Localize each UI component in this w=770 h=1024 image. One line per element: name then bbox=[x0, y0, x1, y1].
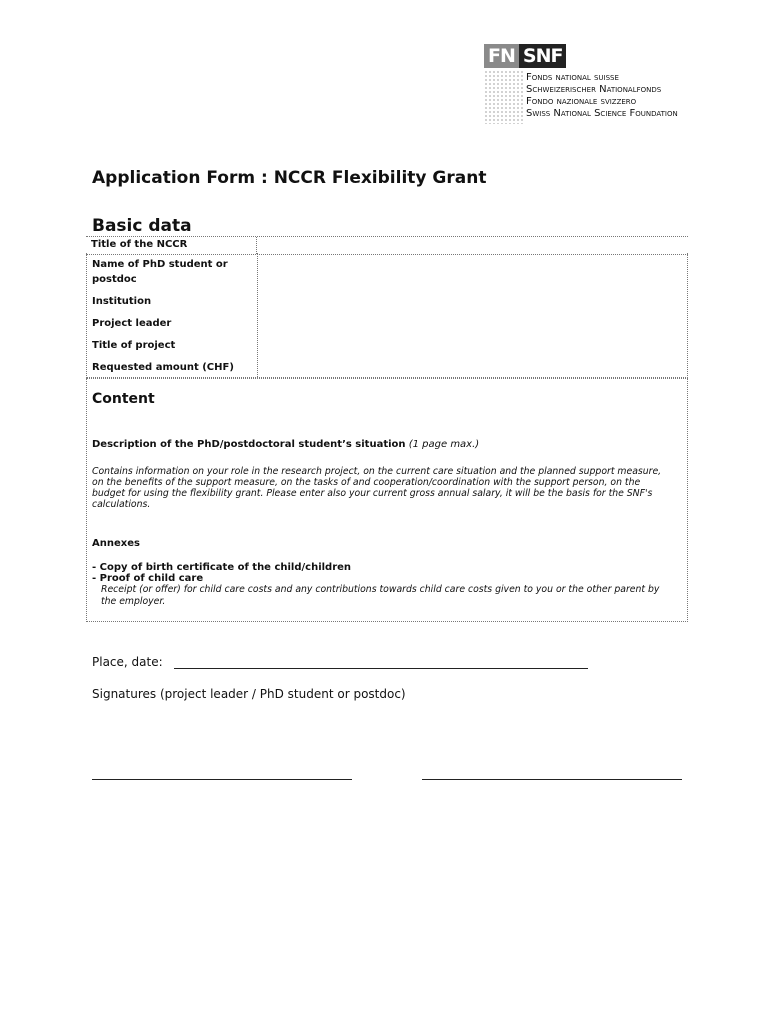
basic-data-heading: Basic data bbox=[92, 216, 192, 236]
logo-mark-fn: FN bbox=[484, 44, 519, 68]
basic-fields-input-area[interactable] bbox=[258, 253, 686, 377]
annexes-heading: Annexes bbox=[92, 538, 140, 549]
description-title: Description of the PhD/postdoctoral student’s situation bbox=[92, 439, 406, 450]
description-hint: (1 page max.) bbox=[408, 439, 480, 450]
content-section bbox=[86, 378, 688, 622]
project-leader-label: Project leader bbox=[92, 318, 172, 329]
logo-mark-snf: SNF bbox=[519, 44, 567, 68]
annex-item: - Proof of child care bbox=[92, 573, 204, 584]
form-title: Application Form : NCCR Flexibility Grant bbox=[92, 168, 487, 188]
content-heading: Content bbox=[92, 391, 155, 407]
nccr-title-label: Title of the NCCR bbox=[91, 239, 188, 250]
place-date-line[interactable] bbox=[174, 668, 588, 669]
snf-logo bbox=[484, 44, 724, 126]
logo-line: Schweizerischer Nationalfonds bbox=[526, 84, 662, 95]
place-date-label: Place, date: bbox=[92, 655, 163, 669]
description-body: Contains information on your role in the research project, on the current care situation and the planned support measure, on the benefits of the support measure, on the tasks of and cooperation/coordination with the support person, on the budget for using the flexibility grant. Please enter also your current gross annual salary, it will be the basis for the SNF's calculations. bbox=[92, 466, 662, 510]
logo-line: Fonds national suisse bbox=[526, 72, 619, 83]
requested-amount-label: Requested amount (CHF) bbox=[92, 362, 234, 373]
description-heading bbox=[92, 439, 479, 450]
annex-note: Receipt (or offer) for child care costs and any contributions towards child care costs given to you or the other parent by the employer. bbox=[101, 584, 660, 607]
annex-item: - Copy of birth certificate of the child/children bbox=[92, 562, 352, 573]
basic-fields-row bbox=[86, 253, 688, 378]
logo-mark bbox=[484, 44, 574, 68]
logo-dot-pattern bbox=[484, 70, 524, 124]
signature-line-project-leader[interactable] bbox=[92, 779, 352, 780]
phd-name-label: Name of PhD student or postdoc bbox=[92, 259, 228, 285]
signature-line-student[interactable] bbox=[422, 779, 682, 780]
project-title-label: Title of project bbox=[92, 340, 176, 351]
logo-line: Swiss National Science Foundation bbox=[526, 108, 678, 119]
institution-label: Institution bbox=[92, 296, 152, 307]
logo-line: Fondo nazionale svizzero bbox=[526, 96, 637, 107]
signatures-label: Signatures (project leader / PhD student or postdoc) bbox=[92, 687, 406, 701]
nccr-title-field[interactable] bbox=[257, 237, 687, 254]
logo-text bbox=[526, 72, 678, 120]
